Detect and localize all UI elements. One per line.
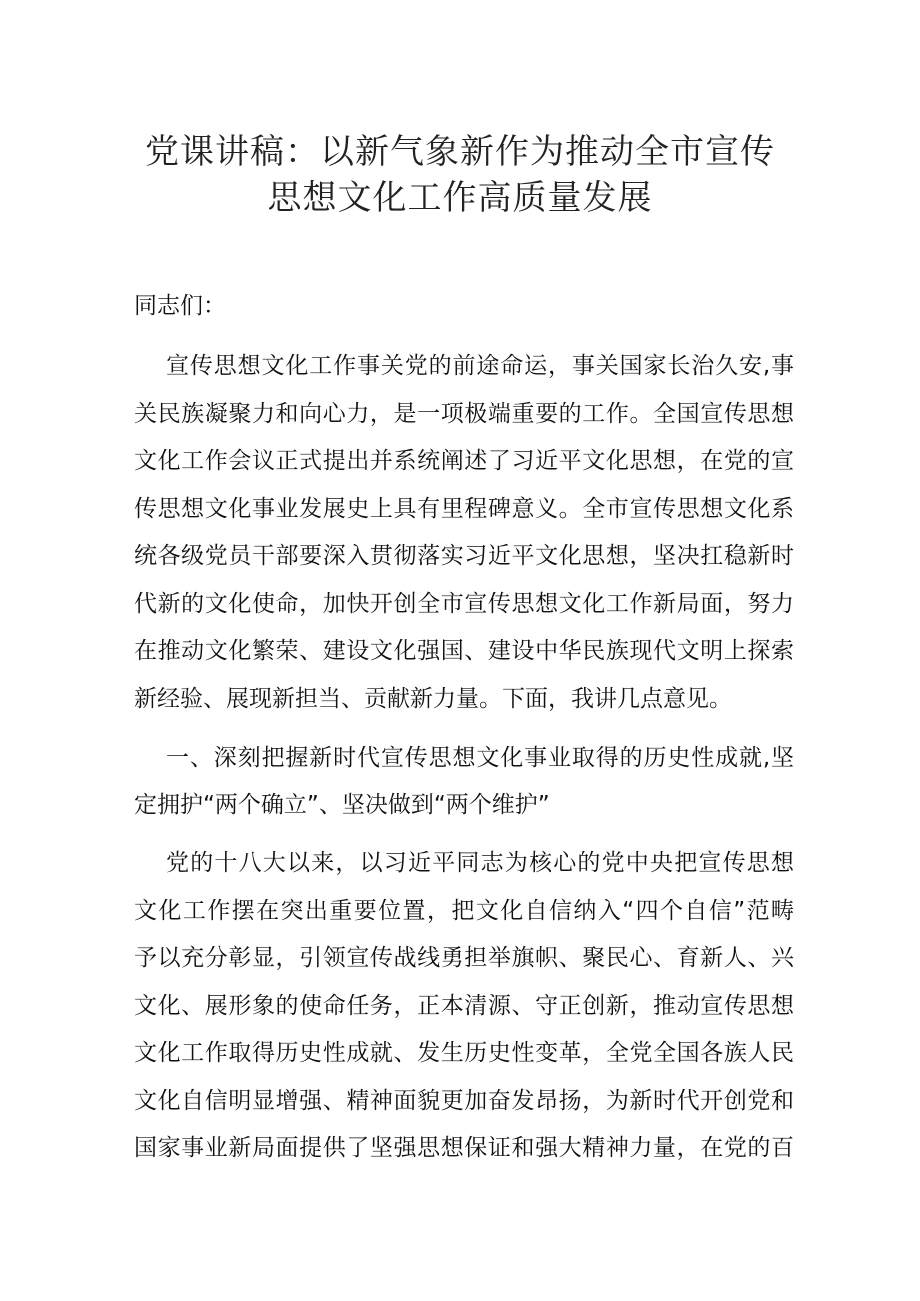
- paragraph-2-line-4: 文化、展形象的使命任务，正本清源、守正创新，推动宣传思想: [134, 993, 794, 1019]
- paragraph-2-line-7: 国家事业新局面提供了坚强思想保证和强大精神力量，在党的百: [134, 1135, 794, 1161]
- paragraph-1-line-2: 关民族凝聚力和向心力，是一项极端重要的工作。全国宣传思想: [134, 401, 794, 427]
- section-heading-line-2: 定拥护“两个确立”、坚决做到“两个维护”: [134, 792, 550, 818]
- paragraph-1-line-4: 传思想文化事业发展史上具有里程碑意义。全市宣传思想文化系: [134, 496, 794, 522]
- document-title-line-1: 党课讲稿：以新气象新作为推动全市宣传: [145, 132, 775, 172]
- paragraph-2-line-3: 予以充分彰显，引领宣传战线勇担举旗帜、聚民心、育新人、兴: [134, 945, 794, 971]
- paragraph-1-line-6: 代新的文化使命，加快开创全市宣传思想文化工作新局面，努力: [134, 591, 794, 617]
- paragraph-1-line-3: 文化工作会议正式提出并系统阐述了习近平文化思想，在党的宣: [134, 448, 794, 474]
- paragraph-1-line-8: 新经验、展现新担当、贡献新力量。下面，我讲几点意见。: [134, 686, 732, 712]
- paragraph-2-line-6: 文化自信明显增强、精神面貌更加奋发昂扬，为新时代开创党和: [134, 1088, 794, 1114]
- paragraph-2-line-5: 文化工作取得历史性成就、发生历史性变革，全党全国各族人民: [134, 1040, 794, 1066]
- section-heading-line-1: 一、深刻把握新时代宣传思想文化事业取得的历史性成就,坚: [166, 745, 794, 771]
- paragraph-1-line-5: 统各级党员干部要深入贯彻落实习近平文化思想，坚决扛稳新时: [134, 543, 794, 569]
- paragraph-1-line-7: 在推动文化繁荣、建设文化强国、建设中华民族现代文明上探索: [134, 638, 794, 664]
- greeting: 同志们：: [134, 293, 226, 319]
- paragraph-2-line-2: 文化工作摆在突出重要位置，把文化自信纳入“四个自信”范畴: [134, 898, 794, 924]
- paragraph-2-line-1: 党的十八大以来，以习近平同志为核心的党中央把宣传思想: [166, 850, 794, 876]
- paragraph-1-line-1: 宣传思想文化工作事关党的前途命运，事关国家长治久安,事: [166, 353, 794, 379]
- document-title-line-2: 思想文化工作高质量发展: [267, 178, 653, 218]
